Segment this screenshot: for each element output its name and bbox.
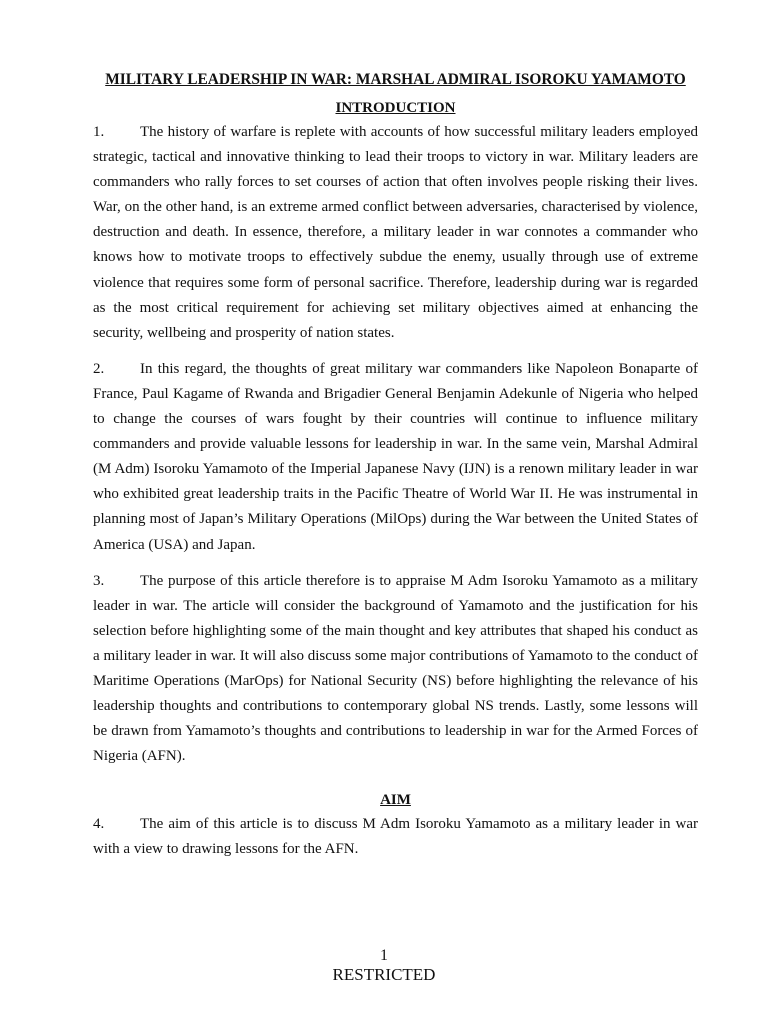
page-number: 1 xyxy=(380,947,388,964)
document-title: MILITARY LEADERSHIP IN WAR: MARSHAL ADMIRAL ISOROKU YAMAMOTO xyxy=(105,71,686,88)
document-page xyxy=(93,68,698,874)
paragraph-1 xyxy=(93,120,698,346)
paragraph-text: The purpose of this article therefore is to appraise M Adm Isoroku Yamamoto as a military leader in war. The article will consider the background of Yamamoto and the justification for his selection before highlighting some of the main thought and key attributes that shaped his conduct as a military leader in war. It will also discuss some major contributions of Yamamoto to the conduct of Maritime Operations (MarOps) for National Security (NS) before highlighting the relevance of his leadership thoughts and contributions to contemporary global NS trends. Lastly, some lessons will be drawn from Yamamoto’s thoughts and contributions to leadership in war for the Armed Forces of Nigeria (AFN). xyxy=(93,572,698,765)
classification-marking: RESTRICTED xyxy=(332,965,436,984)
section-heading-introduction: INTRODUCTION xyxy=(335,100,456,116)
paragraph-3 xyxy=(93,569,698,770)
paragraph-text: The history of warfare is replete with accounts of how successful military leaders employed strategic, tactical and innovative thinking to lead their troops to victory in war. Military leaders are commanders who rally forces to set courses of action that often involves people risking their lives. War, on the other hand, is an extreme armed conflict between adversaries, characterised by violence, destruction and death. In essence, therefore, a military leader in war connotes a commander who knows how to motivate troops to effectively subdue the enemy, usually through use of extreme violence that requires some form of personal sacrifice. Therefore, leadership during war is regarded as the most critical requirement for achieving set military objectives aimed at enhancing the security, wellbeing and prosperity of nation states. xyxy=(93,124,698,341)
paragraph-number: 4. xyxy=(93,816,105,833)
paragraph-4 xyxy=(93,812,698,862)
paragraph-2 xyxy=(93,357,698,558)
paragraph-text: The aim of this article is to discuss M Adm Isoroku Yamamoto as a military leader in war with a view to drawing lessons for the AFN. xyxy=(93,816,698,858)
paragraph-number: 3. xyxy=(93,572,105,589)
paragraph-number: 2. xyxy=(93,360,105,377)
paragraph-number: 1. xyxy=(93,124,105,140)
section-heading-aim: AIM xyxy=(380,792,411,809)
paragraph-text: In this regard, the thoughts of great military war commanders like Napoleon Bonaparte of France, Paul Kagame of Rwanda and Brigadier General Benjamin Adekunle of Nigeria who helped to change the courses of wars fought by their countries will continue to influence military commanders and provide valuable lessons for leadership in war. In the same vein, Marshal Admiral (M Adm) Isoroku Yamamoto of the Imperial Japanese Navy (IJN) is a renown military leader in war who exhibited great leadership traits in the Pacific Theatre of World War II. He was instrumental in planning most of Japan’s Military Operations (MilOps) during the War between the United States of America (USA) and Japan. xyxy=(93,360,698,553)
